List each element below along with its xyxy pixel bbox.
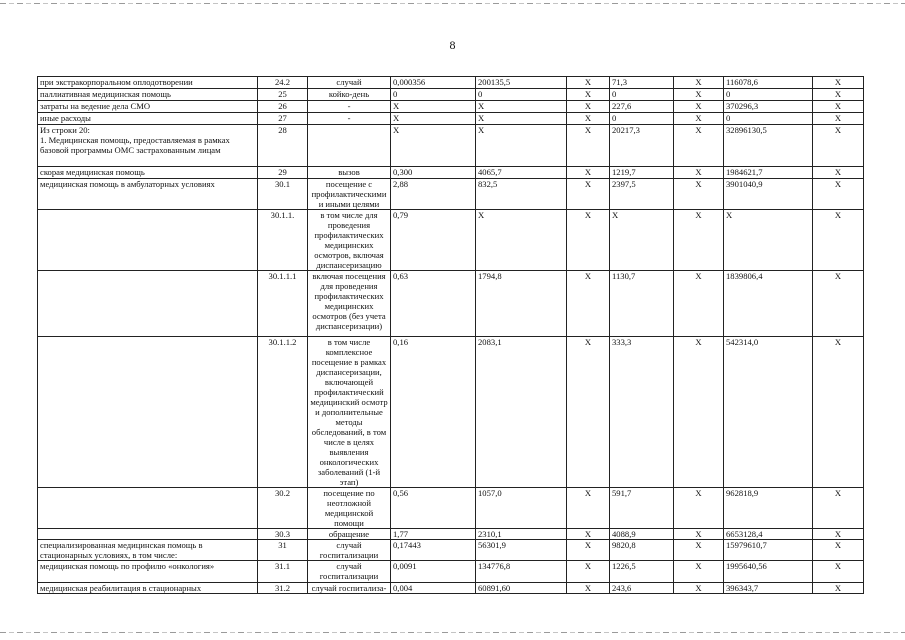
cell-unit: включая посещения для проведения профилактических медицинских осмотров (без учета диспансеризации) bbox=[308, 271, 391, 337]
cell-v1: 0,16 bbox=[391, 337, 476, 488]
cell-v6: 1995640,56 bbox=[724, 561, 813, 583]
table-row bbox=[38, 179, 864, 210]
cell-v2: 4065,7 bbox=[476, 167, 567, 179]
cell-v1: 0,79 bbox=[391, 210, 476, 271]
cell-v6: 962818,9 bbox=[724, 488, 813, 529]
cell-v5: X bbox=[674, 561, 724, 583]
cell-v7: X bbox=[813, 529, 864, 540]
cell-code: 30.3 bbox=[258, 529, 308, 540]
cell-v6: 1984621,7 bbox=[724, 167, 813, 179]
cell-v3: X bbox=[567, 179, 610, 210]
cell-code: 24.2 bbox=[258, 77, 308, 89]
cell-code: 30.2 bbox=[258, 488, 308, 529]
table-row bbox=[38, 271, 864, 337]
cell-v4: 1226,5 bbox=[610, 561, 674, 583]
table-row bbox=[38, 488, 864, 529]
cell-name bbox=[38, 271, 258, 337]
cell-v7: X bbox=[813, 89, 864, 101]
table-row bbox=[38, 125, 864, 167]
cell-v5: X bbox=[674, 210, 724, 271]
cell-unit: - bbox=[308, 101, 391, 113]
cell-v3: X bbox=[567, 529, 610, 540]
cell-v2: 2310,1 bbox=[476, 529, 567, 540]
cell-v7: X bbox=[813, 561, 864, 583]
cell-name bbox=[38, 337, 258, 488]
cell-unit: в том числе для проведения профилактических медицинских осмотров, включая диспансеризацию bbox=[308, 210, 391, 271]
cell-v6: 15979610,7 bbox=[724, 540, 813, 561]
cell-name: Из строки 20: 1. Медицинская помощь, предоставляемая в рамках базовой программы ОМС застрахованным лицам bbox=[38, 125, 258, 167]
cell-code: 30.1.1.1 bbox=[258, 271, 308, 337]
cell-v4: 333,3 bbox=[610, 337, 674, 488]
cell-name bbox=[38, 488, 258, 529]
cell-v2: 832,5 bbox=[476, 179, 567, 210]
cell-v4: 1130,7 bbox=[610, 271, 674, 337]
cell-v4: 9820,8 bbox=[610, 540, 674, 561]
cell-v1: 0,000356 bbox=[391, 77, 476, 89]
cell-name: медицинская реабилитация в стационарных bbox=[38, 583, 258, 594]
table-row bbox=[38, 167, 864, 179]
cell-v3: X bbox=[567, 210, 610, 271]
scan-edge-bottom bbox=[0, 632, 905, 633]
cell-v1: 0,56 bbox=[391, 488, 476, 529]
cell-unit: в том числе комплексное посещение в рамках диспансеризации, включающей профилактический медицинский осмотр и дополнительные методы обследований, в том числе в целях выявления онкологических заболеваний (1-й этап) bbox=[308, 337, 391, 488]
cell-code: 31.2 bbox=[258, 583, 308, 594]
cell-v6: 3901040,9 bbox=[724, 179, 813, 210]
cell-v1: 2,88 bbox=[391, 179, 476, 210]
cell-v3: X bbox=[567, 271, 610, 337]
cell-v7: X bbox=[813, 125, 864, 167]
cell-name: скорая медицинская помощь bbox=[38, 167, 258, 179]
cell-v6: 0 bbox=[724, 113, 813, 125]
cell-code: 31.1 bbox=[258, 561, 308, 583]
cell-v6: 396343,7 bbox=[724, 583, 813, 594]
cell-v2: 56301,9 bbox=[476, 540, 567, 561]
cell-v3: X bbox=[567, 583, 610, 594]
cell-v3: X bbox=[567, 167, 610, 179]
cell-unit: вызов bbox=[308, 167, 391, 179]
cell-unit: обращение bbox=[308, 529, 391, 540]
cell-v2: 200135,5 bbox=[476, 77, 567, 89]
cell-v4: 591,7 bbox=[610, 488, 674, 529]
cell-v6: 370296,3 bbox=[724, 101, 813, 113]
cell-v1: 0,63 bbox=[391, 271, 476, 337]
table-row bbox=[38, 101, 864, 113]
cell-v1: 0,300 bbox=[391, 167, 476, 179]
cell-code: 26 bbox=[258, 101, 308, 113]
cell-v6: 6653128,4 bbox=[724, 529, 813, 540]
cell-v5: X bbox=[674, 125, 724, 167]
cell-unit: - bbox=[308, 113, 391, 125]
cell-v2: X bbox=[476, 113, 567, 125]
cell-unit: случай bbox=[308, 77, 391, 89]
cell-unit: случай госпитализации bbox=[308, 561, 391, 583]
cell-v6: 116078,6 bbox=[724, 77, 813, 89]
cell-v7: X bbox=[813, 271, 864, 337]
cell-unit bbox=[308, 125, 391, 167]
cell-unit: койко-день bbox=[308, 89, 391, 101]
cell-name: специализированная медицинская помощь в стационарных условиях, в том числе: bbox=[38, 540, 258, 561]
cell-v5: X bbox=[674, 583, 724, 594]
cell-v6: X bbox=[724, 210, 813, 271]
cell-v7: X bbox=[813, 167, 864, 179]
cell-v5: X bbox=[674, 540, 724, 561]
scan-edge-top bbox=[0, 3, 905, 4]
cell-name bbox=[38, 210, 258, 271]
cell-v2: 1794,8 bbox=[476, 271, 567, 337]
cell-v1: 0,004 bbox=[391, 583, 476, 594]
cell-v3: X bbox=[567, 540, 610, 561]
cell-v1: X bbox=[391, 113, 476, 125]
cell-v1: 1,77 bbox=[391, 529, 476, 540]
cell-v2: X bbox=[476, 210, 567, 271]
cell-v3: X bbox=[567, 113, 610, 125]
cell-v2: 2083,1 bbox=[476, 337, 567, 488]
page-number: 8 bbox=[449, 38, 456, 52]
cell-v5: X bbox=[674, 113, 724, 125]
cell-v7: X bbox=[813, 113, 864, 125]
cell-name: медицинская помощь в амбулаторных условиях bbox=[38, 179, 258, 210]
cell-v4: 227,6 bbox=[610, 101, 674, 113]
cell-name: затраты на ведение дела СМО bbox=[38, 101, 258, 113]
cell-name: медицинская помощь по профилю «онкология» bbox=[38, 561, 258, 583]
cell-code: 28 bbox=[258, 125, 308, 167]
cell-v1: 0 bbox=[391, 89, 476, 101]
cell-v3: X bbox=[567, 561, 610, 583]
cell-v7: X bbox=[813, 210, 864, 271]
cell-v7: X bbox=[813, 77, 864, 89]
cell-v4: 1219,7 bbox=[610, 167, 674, 179]
cell-v1: X bbox=[391, 125, 476, 167]
cell-v5: X bbox=[674, 337, 724, 488]
cell-unit: случай госпитализа- bbox=[308, 583, 391, 594]
cell-v4: 0 bbox=[610, 89, 674, 101]
cell-v4: 243,6 bbox=[610, 583, 674, 594]
cell-v5: X bbox=[674, 89, 724, 101]
cell-v3: X bbox=[567, 337, 610, 488]
cell-unit: посещение с профилактическими и иными целями bbox=[308, 179, 391, 210]
cell-code: 25 bbox=[258, 89, 308, 101]
cell-v2: 1057,0 bbox=[476, 488, 567, 529]
cell-v5: X bbox=[674, 167, 724, 179]
cell-v3: X bbox=[567, 89, 610, 101]
cell-v7: X bbox=[813, 101, 864, 113]
cell-v6: 1839806,4 bbox=[724, 271, 813, 337]
cell-v3: X bbox=[567, 488, 610, 529]
cell-v2: X bbox=[476, 125, 567, 167]
cell-v4: 2397,5 bbox=[610, 179, 674, 210]
cell-code: 31 bbox=[258, 540, 308, 561]
cell-v7: X bbox=[813, 337, 864, 488]
cell-name: паллиативная медицинская помощь bbox=[38, 89, 258, 101]
table-row bbox=[38, 561, 864, 583]
table-row bbox=[38, 113, 864, 125]
cell-v5: X bbox=[674, 529, 724, 540]
cell-code: 30.1.1. bbox=[258, 210, 308, 271]
cell-v7: X bbox=[813, 540, 864, 561]
cell-v5: X bbox=[674, 488, 724, 529]
cell-name: иные расходы bbox=[38, 113, 258, 125]
table-row bbox=[38, 210, 864, 271]
cell-v5: X bbox=[674, 271, 724, 337]
cell-v2: 0 bbox=[476, 89, 567, 101]
cell-v3: X bbox=[567, 101, 610, 113]
cell-code: 30.1 bbox=[258, 179, 308, 210]
cell-v1: 0,0091 bbox=[391, 561, 476, 583]
cell-v4: 71,3 bbox=[610, 77, 674, 89]
cell-v7: X bbox=[813, 488, 864, 529]
cell-name bbox=[38, 529, 258, 540]
cell-v6: 32896130,5 bbox=[724, 125, 813, 167]
cell-name: при экстракорпоральном оплодотворении bbox=[38, 77, 258, 89]
table-row bbox=[38, 89, 864, 101]
cell-v2: 134776,8 bbox=[476, 561, 567, 583]
cell-v4: 20217,3 bbox=[610, 125, 674, 167]
cell-v4: X bbox=[610, 210, 674, 271]
cell-v7: X bbox=[813, 583, 864, 594]
cell-v6: 0 bbox=[724, 89, 813, 101]
cell-v2: X bbox=[476, 101, 567, 113]
cell-v7: X bbox=[813, 179, 864, 210]
data-table bbox=[37, 76, 864, 594]
cell-v5: X bbox=[674, 77, 724, 89]
table-row bbox=[38, 337, 864, 488]
cell-v5: X bbox=[674, 101, 724, 113]
cell-v6: 542314,0 bbox=[724, 337, 813, 488]
table-row bbox=[38, 583, 864, 594]
table-row bbox=[38, 77, 864, 89]
cell-unit: случай госпитализации bbox=[308, 540, 391, 561]
cell-unit: посещение по неотложной медицинской помощи bbox=[308, 488, 391, 529]
cell-v3: X bbox=[567, 125, 610, 167]
cell-v2: 60891,60 bbox=[476, 583, 567, 594]
cell-v3: X bbox=[567, 77, 610, 89]
cell-v1: X bbox=[391, 101, 476, 113]
cell-code: 30.1.1.2 bbox=[258, 337, 308, 488]
cell-v4: 0 bbox=[610, 113, 674, 125]
cell-v5: X bbox=[674, 179, 724, 210]
cell-v4: 4088,9 bbox=[610, 529, 674, 540]
cell-code: 27 bbox=[258, 113, 308, 125]
cell-v1: 0,17443 bbox=[391, 540, 476, 561]
table-row bbox=[38, 529, 864, 540]
cell-code: 29 bbox=[258, 167, 308, 179]
table-row bbox=[38, 540, 864, 561]
